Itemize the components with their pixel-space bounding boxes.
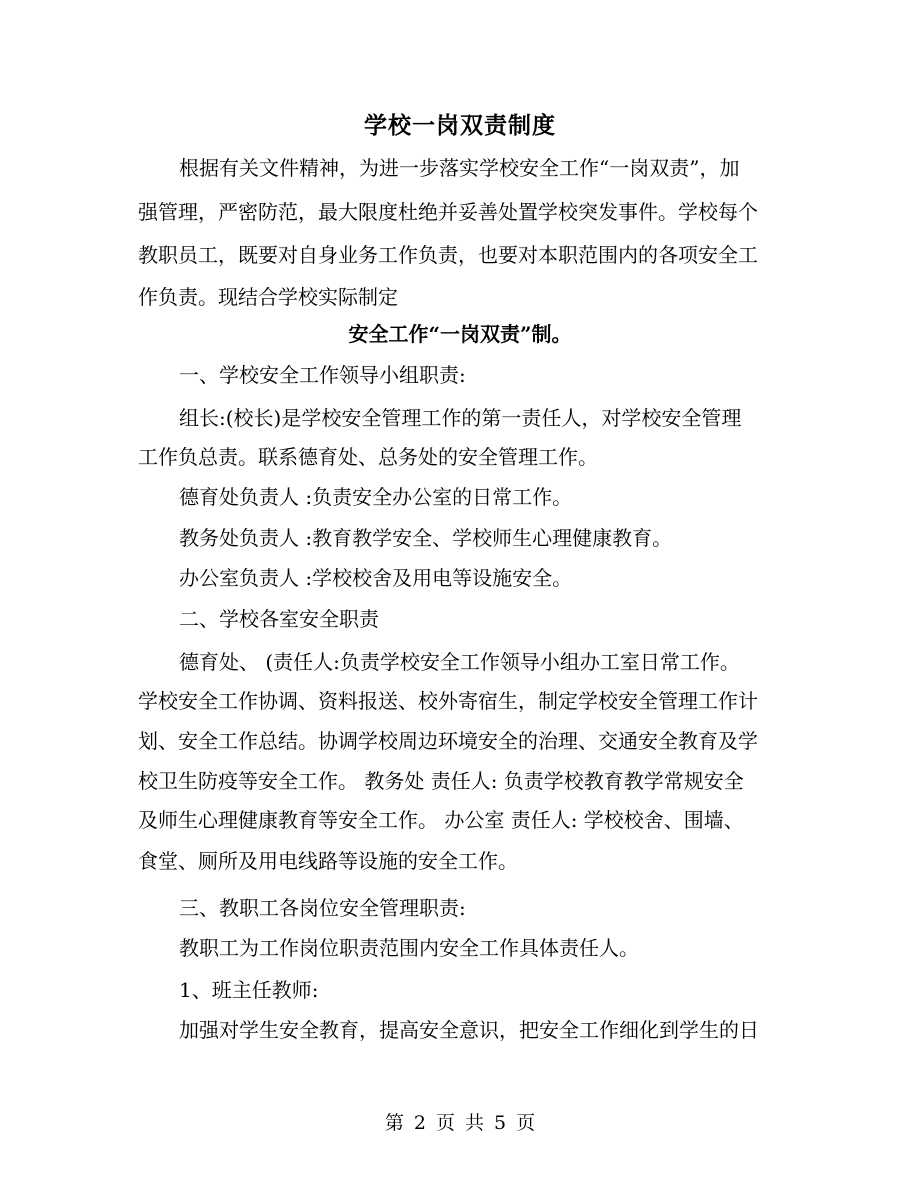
section1-heading: 一、学校安全工作领导小组职责: — [179, 363, 466, 387]
intro-line: 强管理，严密防范，最大限度杜绝并妥善处置学校突发事件。学校每个 — [138, 200, 758, 224]
section2-line: 校卫生防疫等安全工作。 教务处 责任人: 负责学校教育教学常规安全 — [138, 769, 744, 793]
section2-line: 划、安全工作总结。协调学校周边环境安全的治理、交通安全教育及学 — [138, 729, 758, 753]
section3-intro: 教职工为工作岗位职责范围内安全工作具体责任人。 — [179, 936, 639, 960]
duty-item: 教务处负责人 :教育教学安全、学校师生心理健康教育。 — [179, 526, 673, 550]
intro-line: 根据有关文件精神，为进一步落实学校安全工作“一岗双责”，加 — [179, 156, 740, 180]
duty-item: 德育处负责人 :负责安全办公室的日常工作。 — [179, 485, 573, 509]
section3-item-heading: 1、班主任教师: — [179, 978, 319, 1002]
duty-item: 办公室负责人 :学校校舍及用电等设施安全。 — [179, 566, 573, 590]
section2-heading: 二、学校各室安全职责 — [179, 607, 379, 631]
section3-heading: 三、教职工各岗位安全管理职责: — [179, 896, 466, 920]
document-subtitle: 安全工作“一岗双责”制。 — [348, 322, 572, 346]
section2-line: 食堂、厕所及用电线路等设施的安全工作。 — [138, 849, 518, 873]
document-title: 学校一岗双责制度 — [364, 112, 556, 139]
section2-line: 学校安全工作协调、资料报送、校外寄宿生，制定学校安全管理工作计 — [138, 689, 758, 713]
section3-item-line: 加强对学生安全教育，提高安全意识，把安全工作细化到学生的日 — [179, 1018, 759, 1042]
section2-line: 及师生心理健康教育等安全工作。 办公室 责任人: 学校校舍、围墙、 — [138, 808, 744, 832]
intro-line: 教职员工，既要对自身业务工作负责，也要对本职范围内的各项安全工 — [138, 243, 758, 267]
leader-line: 工作负总责。联系德育处、总务处的安全管理工作。 — [138, 445, 598, 469]
intro-line: 作负责。现结合学校实际制定 — [138, 285, 398, 309]
section2-line: 德育处、 (责任人:负责学校安全工作领导小组办工室日常工作。 — [179, 650, 740, 674]
page-number: 第 2 页 共 5 页 — [384, 1112, 536, 1134]
leader-line: 组长:(校长)是学校安全管理工作的第一责任人，对学校安全管理 — [179, 406, 742, 430]
